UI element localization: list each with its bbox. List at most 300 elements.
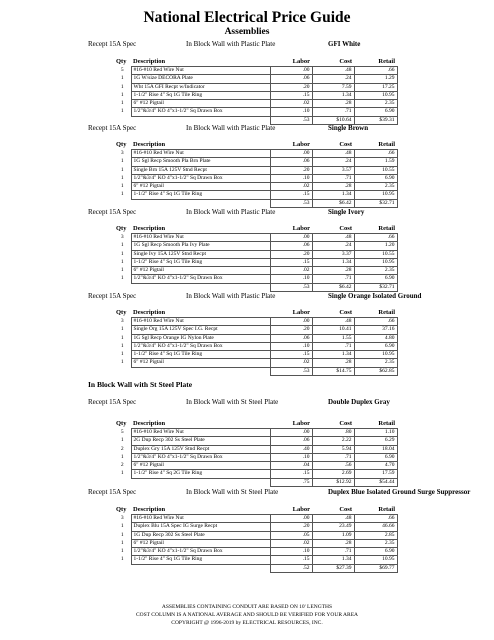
retail-cell: 10.55	[354, 166, 397, 174]
retail-cell: 46.66	[354, 523, 397, 531]
total-cost-cell: $10.64	[312, 116, 354, 124]
column-header-cost: Cost	[339, 506, 352, 513]
description-cell: Single Org 15A 125V Spec I.G. Recpt	[131, 326, 270, 334]
labor-cell: .00	[270, 150, 312, 158]
total-retail-cell: $69.77	[354, 564, 397, 572]
retail-cell: 2.35	[354, 183, 397, 191]
column-header-retail: Retail	[378, 506, 395, 513]
column-header-cost: Cost	[339, 420, 352, 427]
table-row	[114, 539, 397, 547]
assembly-header	[0, 124, 494, 133]
table-row	[114, 183, 397, 191]
retail-cell: 17.59	[354, 470, 397, 478]
column-header-qty: Qty	[116, 141, 127, 149]
recept-spec: Recept 15A Spec	[88, 398, 137, 406]
labor-cell: .10	[270, 275, 312, 283]
column-header-qty: Qty	[116, 225, 127, 233]
qty-cell: 1	[120, 242, 124, 249]
table-row	[114, 242, 397, 250]
qty-cell: 1	[120, 437, 124, 444]
retail-cell: 10.95	[354, 91, 397, 99]
description-cell: 1G Sgl Recp Smooth Pla Ivy Plate	[131, 242, 270, 250]
table-row	[114, 334, 397, 342]
qty-cell: 1	[120, 91, 124, 98]
qty-cell: 1	[120, 100, 124, 107]
qty-cell: 1	[120, 342, 124, 349]
table-header-row	[114, 505, 397, 515]
qty-cell: 1	[120, 531, 124, 538]
total-spacer	[131, 199, 270, 207]
table-row	[114, 100, 397, 108]
retail-cell: .66	[354, 150, 397, 158]
total-cost-cell: $14.75	[312, 367, 354, 375]
qty-cell: 1	[120, 108, 124, 115]
column-header-desc: Description	[133, 58, 166, 65]
description-cell: #16-#10 Red Wire Nut	[131, 150, 270, 158]
column-header-qty: Qty	[116, 420, 127, 428]
qty-cell: 5	[120, 429, 124, 435]
table-row	[114, 174, 397, 182]
page-title: National Electrical Price Guide	[143, 9, 351, 26]
description-cell: 1G Sgl Recp Orange IG Nylon Plate	[131, 334, 270, 342]
description-cell: #16-#10 Red Wire Nut	[131, 515, 270, 523]
column-header-retail: Retail	[378, 309, 395, 316]
column-header-labor: Labor	[292, 420, 310, 427]
total-cost-cell: $6.42	[312, 283, 354, 291]
cost-cell: .71	[312, 174, 354, 182]
wall-type: In Block Wall with Plastic Plate	[186, 292, 276, 300]
table-row	[114, 158, 397, 166]
retail-cell: .66	[354, 318, 397, 326]
column-header-qty: Qty	[116, 58, 127, 66]
labor-cell: .20	[270, 523, 312, 531]
footer-note: COST COLUMN IS A NATIONAL AVERAGE AND SHOULD BE VERIFIED FOR YOUR AREA	[135, 612, 359, 618]
total-labor-cell: .52	[270, 564, 312, 572]
total-spacer	[114, 478, 131, 486]
table-row	[114, 548, 397, 556]
labor-cell: .15	[270, 91, 312, 99]
description-cell: Duplex Gry 15A 125V Stnd Recpt	[131, 445, 270, 453]
total-labor-cell: .53	[270, 367, 312, 375]
table-row	[114, 250, 397, 258]
retail-cell: 1.10	[354, 429, 397, 437]
cost-cell: .28	[312, 183, 354, 191]
description-cell: 6" #12 Pigtail	[131, 359, 270, 367]
assembly-header	[0, 398, 494, 407]
column-header-qty: Qty	[116, 309, 127, 317]
total-cost-cell: $27.39	[312, 564, 354, 572]
wall-type: In Block Wall with Plastic Plate	[186, 40, 276, 48]
retail-cell: 2.85	[354, 531, 397, 539]
recept-spec: Recept 15A Spec	[88, 40, 137, 48]
footer-copyright: COPYRIGHT @ 1996-2019 by ELECTRICAL RESOURCES, INC.	[171, 620, 323, 626]
device-name: Single Ivory	[328, 208, 365, 216]
column-header-labor: Labor	[292, 506, 310, 513]
retail-cell: .66	[354, 67, 397, 75]
table-row	[114, 342, 397, 350]
description-cell: #16-#10 Red Wire Nut	[131, 318, 270, 326]
qty-cell: 1	[120, 523, 124, 530]
labor-cell: .00	[270, 67, 312, 75]
description-cell: 1/2"&3/4" KO 4"x1-1/2" Sq Drawn Box	[131, 174, 270, 182]
labor-cell: .10	[270, 548, 312, 556]
qty-cell: 1	[120, 453, 124, 460]
description-cell: 1-1/2" Rise 4" Sq 1G Tile Ring	[131, 91, 270, 99]
table-row	[114, 351, 397, 359]
description-cell: Wht 15A GFI Recpt w/Indicator	[131, 83, 270, 91]
table-row	[114, 437, 397, 445]
cost-cell: 1.34	[312, 258, 354, 266]
cost-cell: 1.34	[312, 191, 354, 199]
retail-cell: 6.90	[354, 275, 397, 283]
retail-cell: 2.35	[354, 267, 397, 275]
labor-cell: .06	[270, 242, 312, 250]
table-row	[114, 108, 397, 116]
labor-cell: .02	[270, 183, 312, 191]
table-row	[114, 150, 397, 158]
description-cell: 1-1/2" Rise 4" Sq 1G Tile Ring	[131, 258, 270, 266]
total-labor-cell: .53	[270, 199, 312, 207]
retail-cell: 2.35	[354, 359, 397, 367]
column-header-labor: Labor	[292, 58, 310, 65]
qty-cell: 1	[120, 275, 124, 282]
description-cell: 1G Dup Recp 302 Ss Steel Plate	[131, 531, 270, 539]
qty-cell: 1	[120, 351, 124, 358]
labor-cell: .10	[270, 342, 312, 350]
column-header-retail: Retail	[378, 420, 395, 427]
cost-cell: 1.34	[312, 556, 354, 564]
labor-cell: .02	[270, 267, 312, 275]
description-cell: 1G W/size DECORA Plate	[131, 75, 270, 83]
retail-cell: 6.90	[354, 548, 397, 556]
retail-cell: 10.95	[354, 556, 397, 564]
cost-cell: 3.37	[312, 250, 354, 258]
cost-cell: .71	[312, 453, 354, 461]
cost-cell: .56	[312, 462, 354, 470]
labor-cell: .00	[270, 429, 312, 437]
retail-cell: 2.35	[354, 539, 397, 547]
description-cell: 1-1/2" Rise 4" Sq 1G Tile Ring	[131, 351, 270, 359]
total-labor-cell: .53	[270, 116, 312, 124]
retail-cell: 10.95	[354, 258, 397, 266]
column-header-retail: Retail	[378, 58, 395, 65]
column-header-desc: Description	[133, 225, 166, 232]
description-cell: 1/2"&3/4" KO 4"x1-1/2" Sq Drawn Box	[131, 108, 270, 116]
total-retail-cell: $54.44	[354, 478, 397, 486]
qty-cell: 1	[120, 267, 124, 274]
cost-cell: 10.41	[312, 326, 354, 334]
labor-cell: .40	[270, 445, 312, 453]
description-cell: Single Ivy 15A 125V Stnd Recpt	[131, 250, 270, 258]
wall-type: In Block Wall with St Steel Plate	[186, 488, 279, 496]
table-row	[114, 258, 397, 266]
qty-cell: 1	[120, 556, 124, 563]
column-header-cost: Cost	[339, 309, 352, 316]
page-subtitle: Assemblies	[224, 27, 270, 37]
table-row	[114, 523, 397, 531]
labor-cell: .10	[270, 108, 312, 116]
retail-cell: .66	[354, 515, 397, 523]
qty-cell: 1	[120, 191, 124, 198]
table-header-row	[114, 224, 397, 234]
retail-cell: 10.95	[354, 351, 397, 359]
total-spacer	[114, 564, 131, 572]
description-cell: 1-1/2" Rise 4" Sq 1G Tile Ring	[131, 556, 270, 564]
table-row	[114, 234, 397, 242]
column-header-labor: Labor	[292, 141, 310, 148]
cost-cell: .80	[312, 429, 354, 437]
cost-cell: .71	[312, 275, 354, 283]
total-row	[114, 478, 397, 486]
description-cell: 1/2"&3/4" KO 4"x1-1/2" Sq Drawn Box	[131, 342, 270, 350]
cost-cell: .24	[312, 242, 354, 250]
footer-note: ASSEMBLIES CONTAINING CONDUIT ARE BASED ON 10' LENGTHS	[161, 604, 333, 610]
qty-cell: 1	[120, 548, 124, 555]
assembly-header	[0, 488, 494, 497]
device-name: Duplex Blue Isolated Ground Surge Suppressor	[328, 488, 471, 496]
total-row	[114, 367, 397, 375]
assembly-table	[114, 57, 398, 125]
table-row	[114, 429, 397, 437]
labor-cell: .06	[270, 158, 312, 166]
total-spacer	[114, 367, 131, 375]
assembly-table	[114, 308, 398, 376]
table-header-row	[114, 308, 397, 318]
cost-cell: .28	[312, 100, 354, 108]
table-row	[114, 515, 397, 523]
qty-cell: 3	[120, 150, 124, 156]
cost-cell: .71	[312, 108, 354, 116]
qty-cell: 1	[120, 258, 124, 265]
device-name: Single Brown	[328, 124, 369, 132]
table-row	[114, 453, 397, 461]
qty-cell: 1	[120, 334, 124, 341]
column-header-qty: Qty	[116, 506, 127, 514]
cost-cell: 1.34	[312, 351, 354, 359]
column-header-desc: Description	[133, 420, 166, 427]
description-cell: 6" #12 Pigtail	[131, 267, 270, 275]
total-retail-cell: $32.71	[354, 199, 397, 207]
assembly-header	[0, 292, 494, 301]
qty-cell: 5	[120, 67, 124, 73]
description-cell: 6" #12 Pigtail	[131, 462, 270, 470]
description-cell: #16-#10 Red Wire Nut	[131, 67, 270, 75]
total-labor-cell: .53	[270, 283, 312, 291]
table-row	[114, 91, 397, 99]
column-header-cost: Cost	[339, 141, 352, 148]
column-header-cost: Cost	[339, 225, 352, 232]
cost-cell: 1.09	[312, 531, 354, 539]
retail-cell: 10.95	[354, 191, 397, 199]
labor-cell: .05	[270, 531, 312, 539]
retail-cell: 1.59	[354, 158, 397, 166]
total-retail-cell: $62.85	[354, 367, 397, 375]
labor-cell: .20	[270, 83, 312, 91]
labor-cell: .15	[270, 470, 312, 478]
cost-cell: 1.55	[312, 334, 354, 342]
table-row	[114, 445, 397, 453]
total-spacer	[131, 478, 270, 486]
cost-cell: .48	[312, 318, 354, 326]
table-row	[114, 531, 397, 539]
labor-cell: .15	[270, 351, 312, 359]
labor-cell: .15	[270, 191, 312, 199]
cost-cell: .71	[312, 342, 354, 350]
total-retail-cell: $39.31	[354, 116, 397, 124]
labor-cell: .10	[270, 174, 312, 182]
retail-cell: 1.20	[354, 242, 397, 250]
cost-cell: .24	[312, 158, 354, 166]
total-spacer	[131, 367, 270, 375]
assembly-header	[0, 40, 494, 49]
table-row	[114, 359, 397, 367]
assembly-header	[0, 208, 494, 217]
cost-cell: .71	[312, 548, 354, 556]
description-cell: 1/2"&3/4" KO 4"x1-1/2" Sq Drawn Box	[131, 275, 270, 283]
section-heading: In Block Wall with St Steel Plate	[88, 380, 193, 389]
table-row	[114, 275, 397, 283]
qty-cell: 2	[120, 445, 124, 452]
description-cell: 1-1/2" Rise 4" Sq 2G Tile Ring	[131, 470, 270, 478]
table-row	[114, 166, 397, 174]
total-row	[114, 283, 397, 291]
retail-cell: 6.90	[354, 342, 397, 350]
cost-cell: .24	[312, 75, 354, 83]
labor-cell: .04	[270, 462, 312, 470]
table-row	[114, 318, 397, 326]
total-spacer	[114, 199, 131, 207]
column-header-retail: Retail	[378, 141, 395, 148]
qty-cell: 1	[120, 183, 124, 190]
table-header-row	[114, 419, 397, 429]
description-cell: 6" #12 Pigtail	[131, 183, 270, 191]
qty-cell: 1	[120, 326, 124, 333]
retail-cell: 6.90	[354, 108, 397, 116]
table-row	[114, 267, 397, 275]
labor-cell: .06	[270, 75, 312, 83]
column-header-desc: Description	[133, 309, 166, 316]
labor-cell: .02	[270, 100, 312, 108]
qty-cell: 1	[120, 539, 124, 546]
cost-cell: 3.57	[312, 166, 354, 174]
cost-cell: .48	[312, 515, 354, 523]
total-spacer	[131, 564, 270, 572]
wall-type: In Block Wall with St Steel Plate	[186, 398, 279, 406]
labor-cell: .00	[270, 234, 312, 242]
labor-cell: .00	[270, 515, 312, 523]
recept-spec: Recept 15A Spec	[88, 488, 137, 496]
retail-cell: .66	[354, 234, 397, 242]
labor-cell: .06	[270, 334, 312, 342]
retail-cell: 18.04	[354, 445, 397, 453]
total-cost-cell: $6.42	[312, 199, 354, 207]
retail-cell: 6.90	[354, 174, 397, 182]
total-spacer	[131, 283, 270, 291]
qty-cell: 3	[120, 234, 124, 240]
description-cell: 1G Sgl Recp Smooth Pla Brn Plate	[131, 158, 270, 166]
qty-cell: 1	[120, 250, 124, 257]
cost-cell: 2.69	[312, 470, 354, 478]
column-header-desc: Description	[133, 141, 166, 148]
description-cell: 2G Dup Recp 302 Ss Steel Plate	[131, 437, 270, 445]
device-name: Double Duplex Gray	[328, 398, 390, 406]
table-row	[114, 462, 397, 470]
retail-cell: 6.90	[354, 453, 397, 461]
description-cell: 1/2"&3/4" KO 4"x1-1/2" Sq Drawn Box	[131, 548, 270, 556]
cost-cell: .28	[312, 267, 354, 275]
labor-cell: .20	[270, 166, 312, 174]
table-row	[114, 67, 397, 75]
description-cell: #16-#10 Red Wire Nut	[131, 234, 270, 242]
device-name: Single Orange Isolated Ground	[328, 292, 422, 300]
total-retail-cell: $32.71	[354, 283, 397, 291]
retail-cell: 37.16	[354, 326, 397, 334]
labor-cell: .20	[270, 250, 312, 258]
cost-cell: .48	[312, 234, 354, 242]
description-cell: 6" #12 Pigtail	[131, 539, 270, 547]
labor-cell: .02	[270, 539, 312, 547]
retail-cell: 4.80	[354, 334, 397, 342]
column-header-labor: Labor	[292, 225, 310, 232]
cost-cell: .48	[312, 150, 354, 158]
column-header-labor: Labor	[292, 309, 310, 316]
cost-cell: 2.22	[312, 437, 354, 445]
recept-spec: Recept 15A Spec	[88, 208, 137, 216]
total-row	[114, 564, 397, 572]
table-row	[114, 83, 397, 91]
qty-cell: 1	[120, 174, 124, 181]
retail-cell: 1.29	[354, 75, 397, 83]
qty-cell: 1	[120, 470, 124, 477]
retail-cell: 4.70	[354, 462, 397, 470]
table-row	[114, 556, 397, 564]
table-row	[114, 326, 397, 334]
qty-cell: 1	[120, 83, 124, 90]
total-cost-cell: $12.92	[312, 478, 354, 486]
qty-cell: 1	[120, 158, 124, 165]
qty-cell: 1	[120, 75, 124, 82]
cost-cell: .28	[312, 359, 354, 367]
description-cell: 1/2"&3/4" KO 4"x1-1/2" Sq Drawn Box	[131, 453, 270, 461]
column-header-cost: Cost	[339, 58, 352, 65]
assembly-table	[114, 505, 398, 573]
cost-cell: .28	[312, 539, 354, 547]
table-header-row	[114, 57, 397, 67]
cost-cell: 7.59	[312, 83, 354, 91]
description-cell: Single Brn 15A 125V Stnd Recpt	[131, 166, 270, 174]
labor-cell: .10	[270, 453, 312, 461]
qty-cell: 1	[120, 359, 124, 366]
description-cell: 1-1/2" Rise 4" Sq 1G Tile Ring	[131, 191, 270, 199]
labor-cell: .15	[270, 556, 312, 564]
description-cell: 6" #12 Pigtail	[131, 100, 270, 108]
wall-type: In Block Wall with Plastic Plate	[186, 124, 276, 132]
retail-cell: 2.35	[354, 100, 397, 108]
labor-cell: .06	[270, 437, 312, 445]
qty-cell: 1	[120, 166, 124, 173]
assembly-table	[114, 224, 398, 292]
description-cell: #16-#10 Red Wire Nut	[131, 429, 270, 437]
labor-cell: .00	[270, 318, 312, 326]
recept-spec: Recept 15A Spec	[88, 124, 137, 132]
cost-cell: 23.49	[312, 523, 354, 531]
retail-cell: 17.25	[354, 83, 397, 91]
cost-cell: 5.94	[312, 445, 354, 453]
description-cell: Duplex Blu 15A Spec IG Surge Recpt	[131, 523, 270, 531]
table-row	[114, 191, 397, 199]
table-header-row	[114, 140, 397, 150]
total-spacer	[114, 283, 131, 291]
